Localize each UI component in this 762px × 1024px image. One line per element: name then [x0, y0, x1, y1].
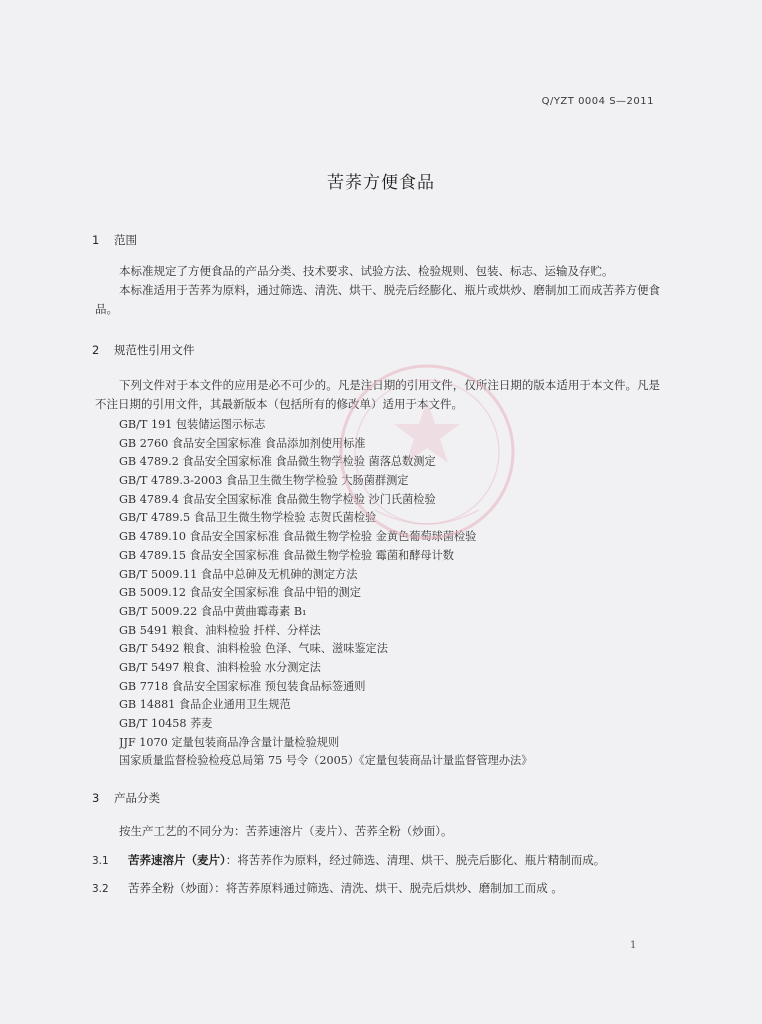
section-number: 1: [92, 233, 100, 247]
section-3-heading: [92, 790, 160, 806]
scope-paragraph-1: 本标准规定了方便食品的产品分类、技术要求、试验方法、检验规则、包装、标志、运输及存贮。: [119, 264, 614, 278]
reference-item: JJF 1070 定量包装商品净含量计量检验规则: [119, 735, 340, 749]
reference-item: GB/T 10458 荞麦: [119, 717, 213, 730]
section-title: 范围: [114, 233, 137, 247]
references-intro: 下列文件对于本文件的应用是必不可少的。凡是注日期的引用文件，仅所注日期的版本适用于本文件。凡是不注日期的引用文件，其最新版本（包括所有的修改单）适用于本文件。: [95, 378, 660, 411]
reference-item: GB 2760 食品安全国家标准 食品添加剂使用标准: [119, 436, 366, 450]
subsection-term: 苦荞全粉（炒面）: [128, 881, 215, 895]
section-title: 产品分类: [114, 791, 160, 805]
subsection-text: ：将苦荞作为原料，经过筛选、清理、烘干、脱壳后膨化、瓶片精制而成。: [225, 853, 606, 867]
subsection-text: ：将苦荞原料通过筛选、清洗、烘干、脱壳后烘炒、磨制加工而成 。: [214, 881, 563, 895]
reference-item: GB/T 5009.11 食品中总砷及无机砷的测定方法: [119, 567, 358, 581]
section-2-heading: [92, 342, 195, 358]
reference-item: GB 4789.10 食品安全国家标准 食品微生物学检验 金黄色葡萄球菌检验: [119, 530, 477, 544]
reference-item: GB/T 4789.5 食品卫生微生物学检验 志贺氏菌检验: [119, 511, 377, 525]
subsection-3-2: [92, 880, 667, 896]
section-number: 3: [92, 791, 100, 805]
reference-list: [119, 416, 639, 771]
document-title: 苦荞方便食品: [327, 173, 435, 193]
subsection-3-1: [92, 852, 667, 868]
reference-item: GB/T 5497 粮食、油料检验 水分测定法: [119, 660, 321, 674]
reference-item: GB 4789.2 食品安全国家标准 食品微生物学检验 菌落总数测定: [119, 455, 436, 469]
section-title: 规范性引用文件: [114, 343, 195, 357]
subsection-term: 苦荞速溶片（麦片）: [128, 853, 226, 867]
standard-code: Q/YZT 0004 S—2011: [541, 96, 654, 107]
reference-item: 国家质量监督检验检疫总局第 75 号令（2005）《定量包装商品计量监督管理办法》: [119, 754, 533, 768]
scope-paragraph-2: 本标准适用于苦荞为原料，通过筛选、清洗、烘干、脱壳后经膨化、瓶片或烘炒、磨制加工而成苦荞方便食品。: [95, 283, 660, 316]
reference-item: GB 4789.15 食品安全国家标准 食品微生物学检验 霉菌和酵母计数: [119, 548, 454, 562]
classification-intro: 按生产工艺的不同分为：苦荞速溶片（麦片）、苦荞全粉（炒面）。: [119, 824, 453, 838]
page-number: 1: [630, 940, 637, 951]
reference-item: GB/T 5492 粮食、油料检验 色泽、气味、滋味鉴定法: [119, 642, 388, 656]
subsection-number: 3.1: [92, 855, 109, 867]
subsection-number: 3.2: [92, 883, 109, 895]
reference-item: GB 5491 粮食、油料检验 扦样、分样法: [119, 623, 321, 637]
section-1-heading: [92, 232, 137, 248]
reference-item: GB 4789.4 食品安全国家标准 食品微生物学检验 沙门氏菌检验: [119, 492, 436, 506]
section-number: 2: [92, 343, 100, 357]
reference-item: GB 5009.12 食品安全国家标准 食品中铅的测定: [119, 586, 361, 600]
reference-item: GB 14881 食品企业通用卫生规范: [119, 698, 291, 712]
reference-item: GB/T 191 包装储运图示标志: [119, 418, 266, 431]
reference-item: GB 7718 食品安全国家标准 预包装食品标签通则: [119, 679, 366, 693]
reference-item: GB/T 4789.3-2003 食品卫生微生物学检验 大肠菌群测定: [119, 474, 409, 488]
reference-item: GB/T 5009.22 食品中黄曲霉毒素 B₁: [119, 604, 307, 618]
